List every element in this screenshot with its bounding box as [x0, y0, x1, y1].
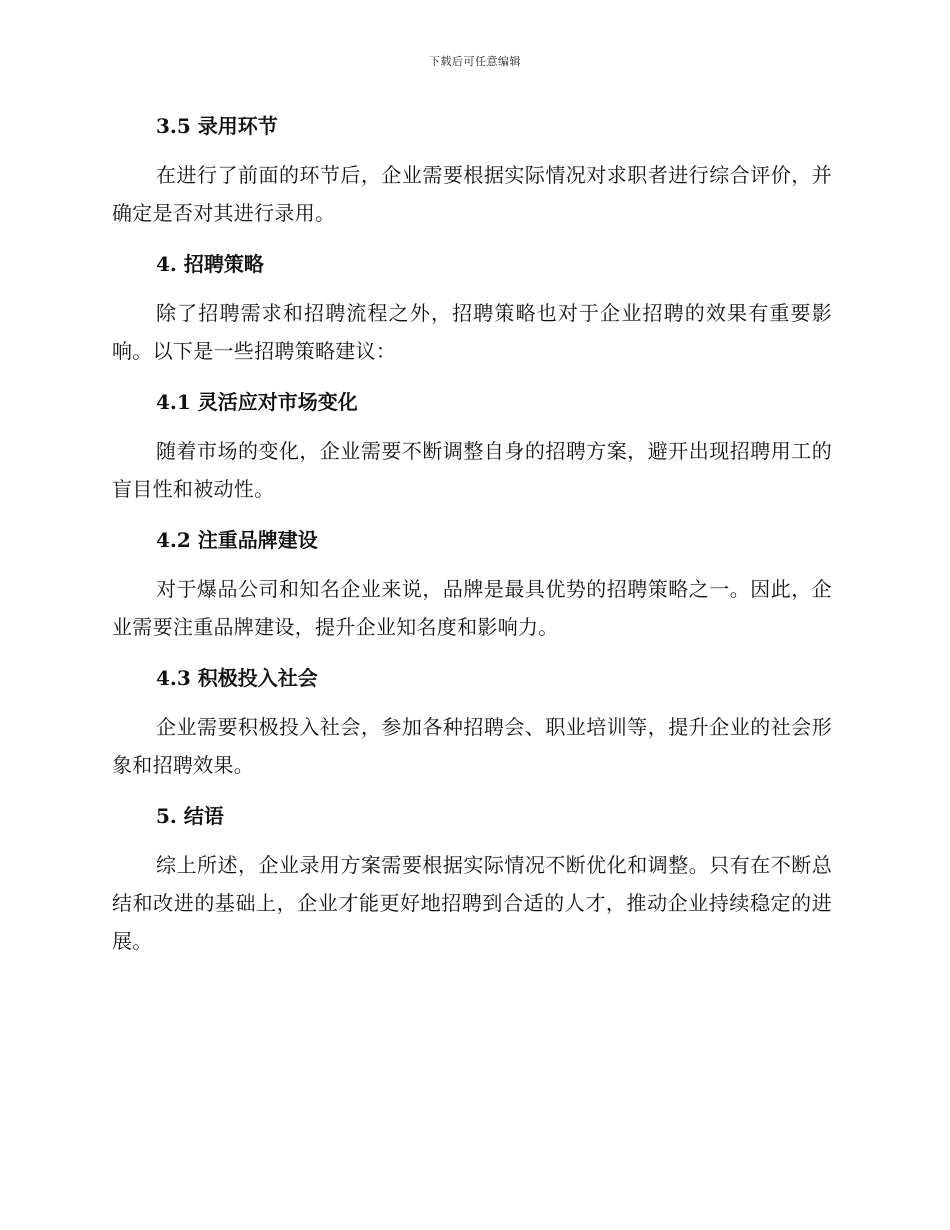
section-paragraph: 综上所述，企业录用方案需要根据实际情况不断优化和调整。只有在不断总结和改进的基础上，企业才能更好地招聘到合适的人才，推动企业持续稳定的进展。: [112, 853, 832, 953]
section-hiring-stage: [112, 110, 832, 232]
section-heading: 5. 结语: [156, 804, 224, 828]
section-heading: 4.3 积极投入社会: [156, 666, 318, 690]
section-heading: 4.2 注重品牌建设: [156, 528, 318, 552]
document-body: [112, 110, 832, 976]
section-paragraph: 企业需要积极投入社会，参加各种招聘会、职业培训等，提升企业的社会形象和招聘效果。: [112, 715, 832, 777]
section-social-engagement: [112, 662, 832, 784]
page-header: 下载后可任意编辑: [429, 55, 521, 68]
section-heading: 4.1 灵活应对市场变化: [156, 390, 358, 414]
section-recruitment-strategy: [112, 248, 832, 370]
section-paragraph: 随着市场的变化，企业需要不断调整自身的招聘方案，避开出现招聘用工的盲目性和被动性。: [112, 439, 832, 501]
section-paragraph: 对于爆品公司和知名企业来说，品牌是最具优势的招聘策略之一。因此，企业需要注重品牌建设，提升企业知名度和影响力。: [112, 577, 832, 639]
section-paragraph: 在进行了前面的环节后，企业需要根据实际情况对求职者进行综合评价，并确定是否对其进行录用。: [112, 163, 832, 225]
section-heading: 3.5 录用环节: [156, 114, 278, 138]
section-paragraph: 除了招聘需求和招聘流程之外，招聘策略也对于企业招聘的效果有重要影响。以下是一些招聘策略建议：: [112, 301, 832, 363]
section-brand-building: [112, 524, 832, 646]
section-conclusion: [112, 800, 832, 960]
section-market-flexibility: [112, 386, 832, 508]
section-heading: 4. 招聘策略: [156, 252, 264, 276]
